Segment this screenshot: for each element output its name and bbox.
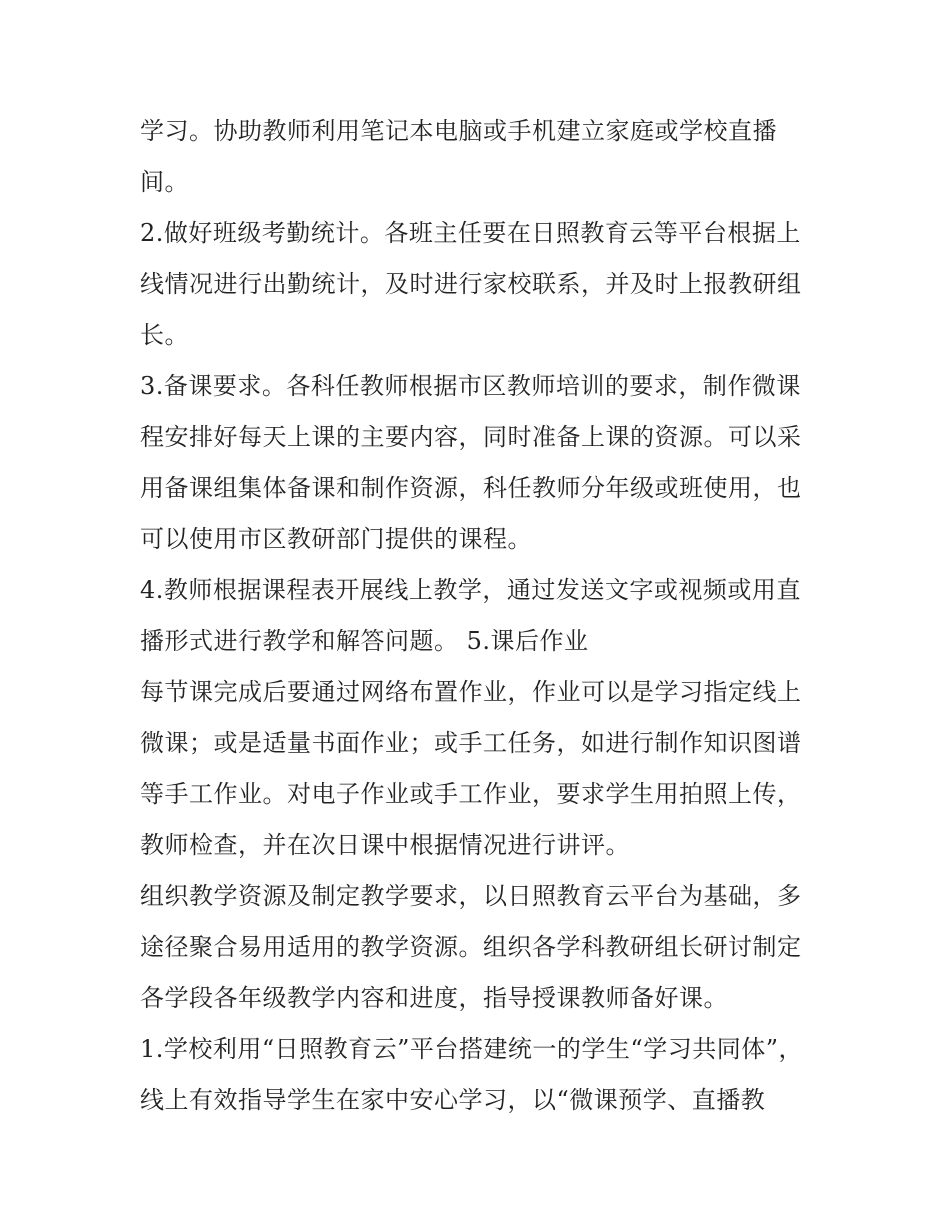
- text-line: 2.做好班级考勤统计。各班主任要在日照教育云等平台根据上: [140, 219, 801, 247]
- text-line: 线上有效指导学生在家中安心学习，以“微课预学、直播教: [140, 1086, 766, 1114]
- text-line: 程安排好每天上课的主要内容，同时准备上课的资源。可以采: [140, 423, 802, 451]
- text-line: 长。: [140, 321, 189, 349]
- text-line: 每节课完成后要通过网络布置作业，作业可以是学习指定线上: [140, 678, 802, 706]
- text-line: 用备课组集体备课和制作资源，科任教师分年级或班使用，也: [140, 474, 802, 502]
- text-line: 途径聚合易用适用的教学资源。组织各学科教研组长研讨制定: [140, 933, 802, 961]
- text-line: 1.学校利用“日照教育云”平台搭建统一的学生“学习共同体”，: [140, 1035, 803, 1063]
- text-line: 组织教学资源及制定教学要求，以日照教育云平台为基础，多: [140, 882, 802, 910]
- text-line: 教师检查，并在次日课中根据情况进行讲评。: [140, 831, 630, 859]
- text-line: 4.教师根据课程表开展线上教学，通过发送文字或视频或用直: [140, 576, 801, 604]
- text-line: 3.备课要求。各科任教师根据市区教师培训的要求，制作微课: [140, 372, 801, 400]
- text-line: 各学段各年级教学内容和进度，指导授课教师备好课。: [140, 984, 728, 1012]
- text-line: 间。: [140, 168, 189, 196]
- document-body: [140, 106, 820, 1126]
- text-line: 线情况进行出勤统计，及时进行家校联系，并及时上报教研组: [140, 270, 802, 298]
- text-line: 等手工作业。对电子作业或手工作业，要求学生用拍照上传，: [140, 780, 802, 808]
- text-line: 播形式进行教学和解答问题。 5.课后作业: [140, 627, 589, 655]
- text-line: 可以使用市区教研部门提供的课程。: [140, 525, 532, 553]
- text-line: 学习。协助教师利用笔记本电脑或手机建立家庭或学校直播: [140, 117, 777, 145]
- text-line: 微课；或是适量书面作业；或手工任务，如进行制作知识图谱: [140, 729, 802, 757]
